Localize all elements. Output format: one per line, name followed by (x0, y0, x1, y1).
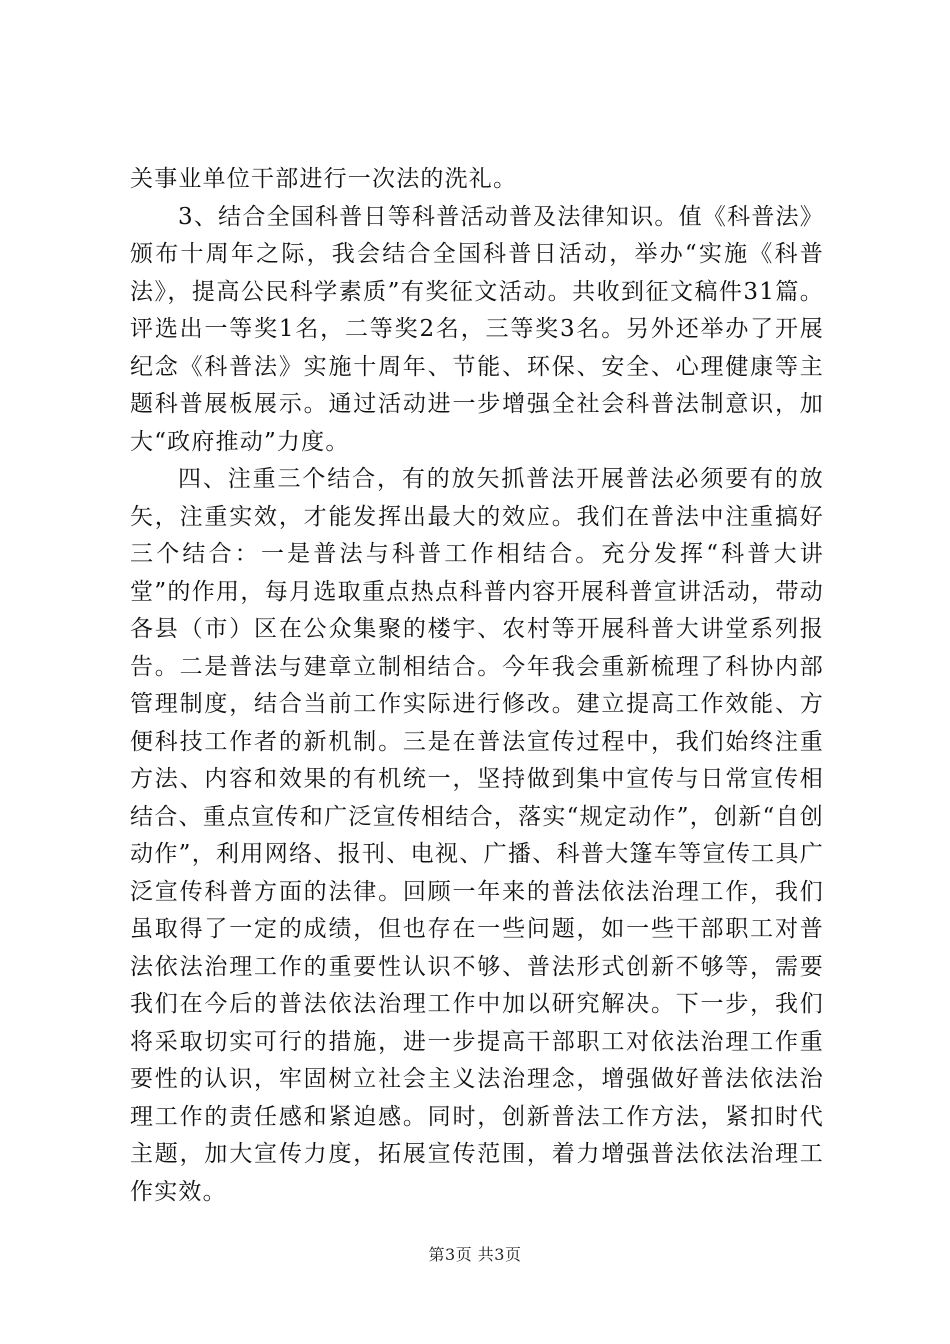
paragraph-continuation: 关事业单位干部进行一次法的洗礼。 (130, 166, 518, 192)
document-body (130, 161, 824, 1211)
paragraph-three-combinations: 四、注重三个结合，有的放矢抓普法开展普法必须要有的放矢，注重实效，才能发挥出最大的效应。我们在普法中注重搞好三个结合：一是普法与科普工作相结合。充分发挥“科普大讲堂”的作用，每月选取重点热点科普内容开展科普宣讲活动，带动各县（市）区在公众集聚的楼宇、农村等开展科普大讲堂系列报告。二是普法与建章立制相结合。今年我会重新梳理了科协内部管理制度，结合当前工作实际进行修改。建立提高工作效能、方便科技工作者的新机制。三是在普法宣传过程中，我们始终注重方法、内容和效果的有机统一，坚持做到集中宣传与日常宣传相结合、重点宣传和广泛宣传相结合，落实“规定动作”，创新“自创动作”，利用网络、报刊、电视、广播、科普大篷车等宣传工具广泛宣传科普方面的法律。回顾一年来的普法依法治理工作，我们虽取得了一定的成绩，但也存在一些问题，如一些干部职工对普法依法治理工作的重要性认识不够、普法形式创新不够等，需要我们在今后的普法依法治理工作中加以研究解决。下一步，我们将采取切实可行的措施，进一步提高干部职工对依法治理工作重要性的认识，牢固树立社会主义法治理念，增强做好普法依法治理工作的责任感和紧迫感。同时，创新普法工作方法，紧扣时代主题，加大宣传力度，拓展宣传范围，着力增强普法依法治理工作实效。 (130, 466, 824, 1205)
page-number: 第3页 共3页 (428, 1245, 522, 1264)
page-footer (0, 1244, 950, 1266)
paragraph-science-day: 3、结合全国科普日等科普活动普及法律知识。值《科普法》颁布十周年之际，我会结合全国科普日活动，举办“实施《科普法》，提高公民科学素质”有奖征文活动。共收到征文稿件31篇。评选出一等奖1名，二等奖2名，三等奖3名。另外还举办了开展纪念《科普法》实施十周年、节能、环保、安全、心理健康等主题科普展板展示。通过活动进一步增强全社会科普法制意识，加大“政府推动”力度。 (130, 203, 824, 455)
